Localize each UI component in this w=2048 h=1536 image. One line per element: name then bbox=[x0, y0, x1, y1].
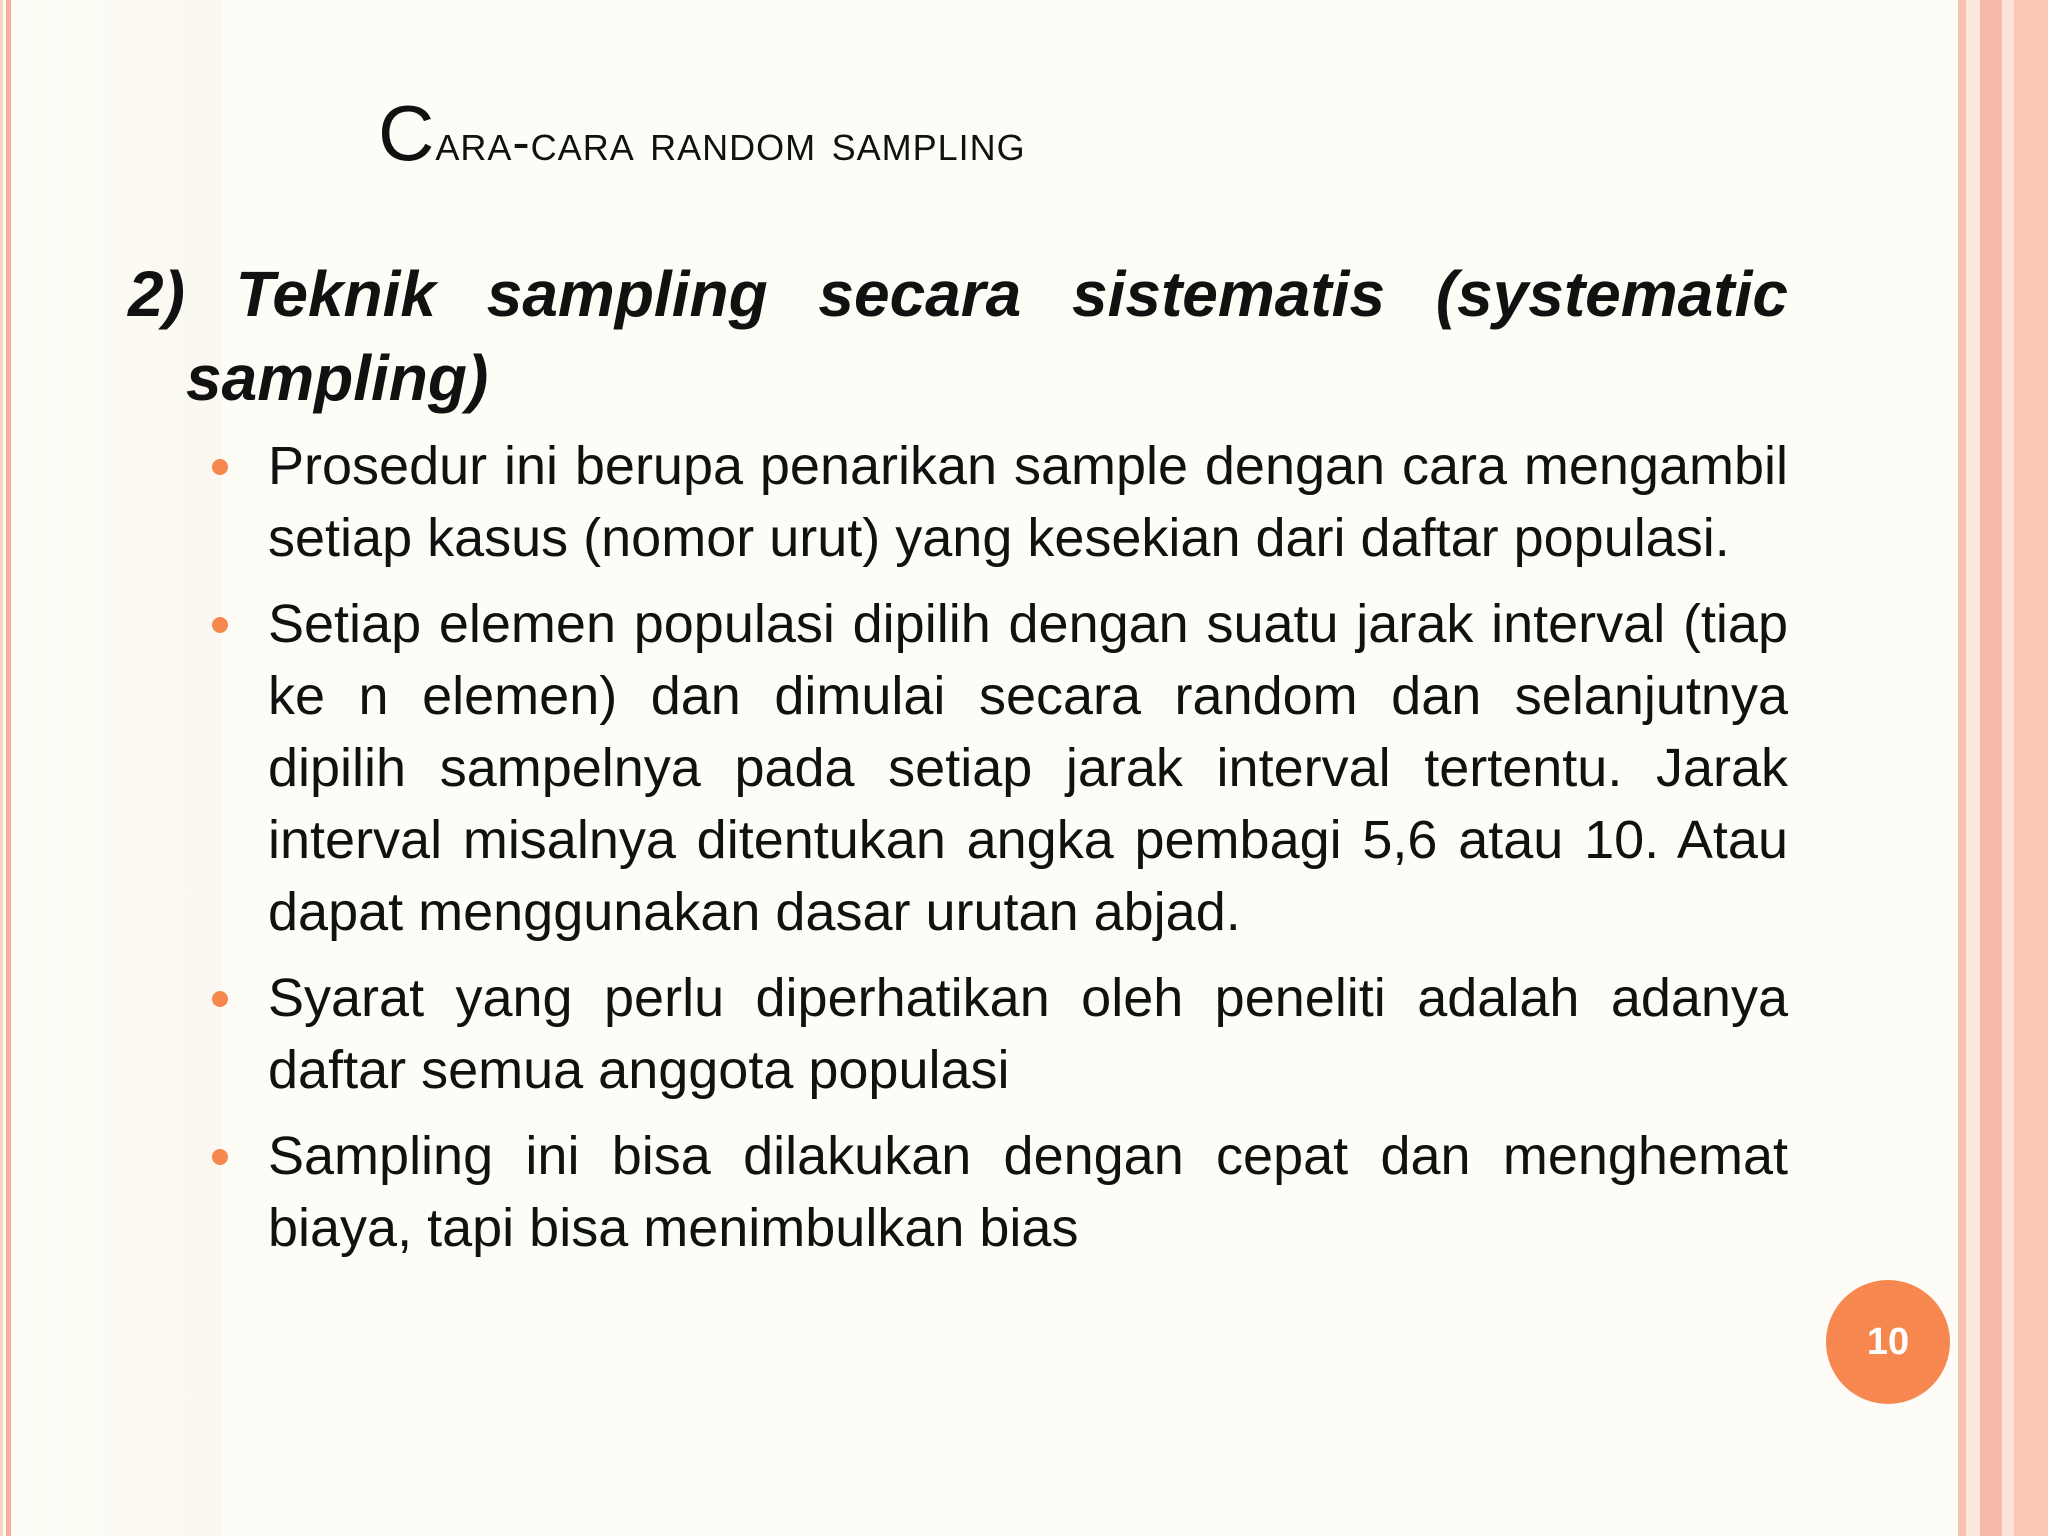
bullet-dot-icon bbox=[212, 1149, 228, 1165]
bullet-item bbox=[208, 1120, 1788, 1264]
left-border-line bbox=[6, 0, 11, 1536]
page-number-badge bbox=[1826, 1280, 1950, 1404]
heading-word: Teknik bbox=[235, 258, 436, 330]
section-heading-line-2: sampling) bbox=[186, 342, 489, 414]
slide-title bbox=[378, 88, 1578, 188]
heading-word: sistematis bbox=[1071, 258, 1386, 330]
right-stripe-3 bbox=[1980, 0, 2002, 1536]
bullet-dot-icon bbox=[212, 459, 228, 475]
heading-word: 2) bbox=[128, 258, 185, 330]
right-stripe-2 bbox=[1966, 0, 1980, 1536]
right-stripe-4 bbox=[2002, 0, 2014, 1536]
slide-title-rest: ara-cara random sampling bbox=[435, 114, 1026, 172]
bullet-text: Setiap elemen populasi dipilih dengan suatu jarak interval (tiap ke n elemen) dan dimulai secara random dan selanjutnya dipilih sampelnya pada setiap jarak interval tertentu. Jarak interval misalnya ditentukan angka pembagi 5,6 atau 10. Atau dapat menggunakan dasar urutan abjad. bbox=[268, 594, 1788, 942]
bullet-text: Sampling ini bisa dilakukan dengan cepat dan menghemat biaya, tapi bisa menimbulkan bias bbox=[268, 1126, 1788, 1258]
left-border-outer bbox=[0, 0, 3, 1536]
bullet-dot-icon bbox=[212, 991, 228, 1007]
bullet-item bbox=[208, 962, 1788, 1106]
bullet-dot-icon bbox=[212, 617, 228, 633]
bullet-item bbox=[208, 430, 1788, 574]
right-stripe-5 bbox=[2014, 0, 2048, 1536]
page-number: 10 bbox=[1866, 1320, 1910, 1363]
heading-word: sampling bbox=[486, 258, 768, 330]
slide-title-first-letter: C bbox=[378, 89, 436, 177]
heading-word: (systematic bbox=[1435, 258, 1788, 330]
right-stripe-1 bbox=[1958, 0, 1966, 1536]
section-heading bbox=[128, 252, 1788, 420]
heading-word: secara bbox=[818, 258, 1022, 330]
section-heading-line-1 bbox=[128, 252, 1788, 336]
left-panel-shade bbox=[0, 0, 222, 1536]
bullet-text: Syarat yang perlu diperhatikan oleh peneliti adalah adanya daftar semua anggota populasi bbox=[268, 968, 1788, 1100]
bullet-list bbox=[208, 430, 1788, 1278]
bullet-text: Prosedur ini berupa penarikan sample dengan cara mengambil setiap kasus (nomor urut) yang kesekian dari daftar populasi. bbox=[268, 436, 1788, 568]
bullet-item bbox=[208, 588, 1788, 948]
